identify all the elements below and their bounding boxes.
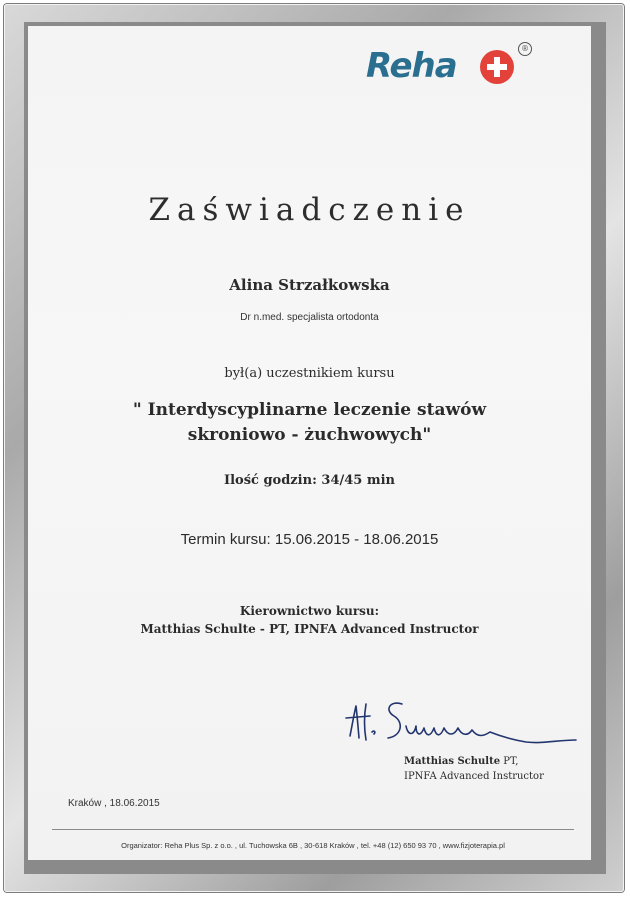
plus-icon — [480, 50, 514, 84]
reha-plus-logo — [366, 42, 536, 92]
place-and-date: Kraków , 18.06.2015 — [68, 798, 160, 809]
organizer-footer: Organizator: Reha Plus Sp. z o.o. , ul. Tuchowska 6B , 30-618 Kraków , tel. +48 (12) 650 93 70 , www.fizjoterapia.pl — [121, 841, 505, 850]
footer-divider — [52, 829, 574, 830]
course-title-line-1: " Interdyscyplinarne leczenie stawów — [132, 400, 487, 420]
course-title — [28, 398, 591, 448]
participant-text: był(a) uczestnikiem kursu — [224, 366, 395, 381]
signer-name-suffix: PT, — [500, 756, 519, 767]
certificate-title: Zaświadczenie — [148, 192, 471, 228]
signer-name — [404, 756, 554, 767]
management-label: Kierownictwo kursu: — [239, 604, 380, 618]
course-hours: Ilość godzin: 34/45 min — [224, 473, 395, 488]
management-name: Matthias Schulte - PT, IPNFA Advanced Instructor — [140, 622, 479, 636]
signer-title: IPNFA Advanced Instructor — [404, 771, 544, 782]
course-term: Termin kursu: 15.06.2015 - 18.06.2015 — [180, 531, 439, 548]
recipient-name: Alina Strzałkowska — [229, 276, 390, 294]
signer-name-text: Matthias Schulte — [404, 756, 501, 767]
registered-mark: ® — [518, 42, 532, 56]
course-title-line-2: skroniowo - żuchwowych" — [187, 425, 432, 445]
handwritten-signature — [344, 696, 584, 752]
logo-text: Reha — [366, 46, 457, 86]
recipient-degree: Dr n.med. specjalista ortodonta — [240, 312, 379, 323]
